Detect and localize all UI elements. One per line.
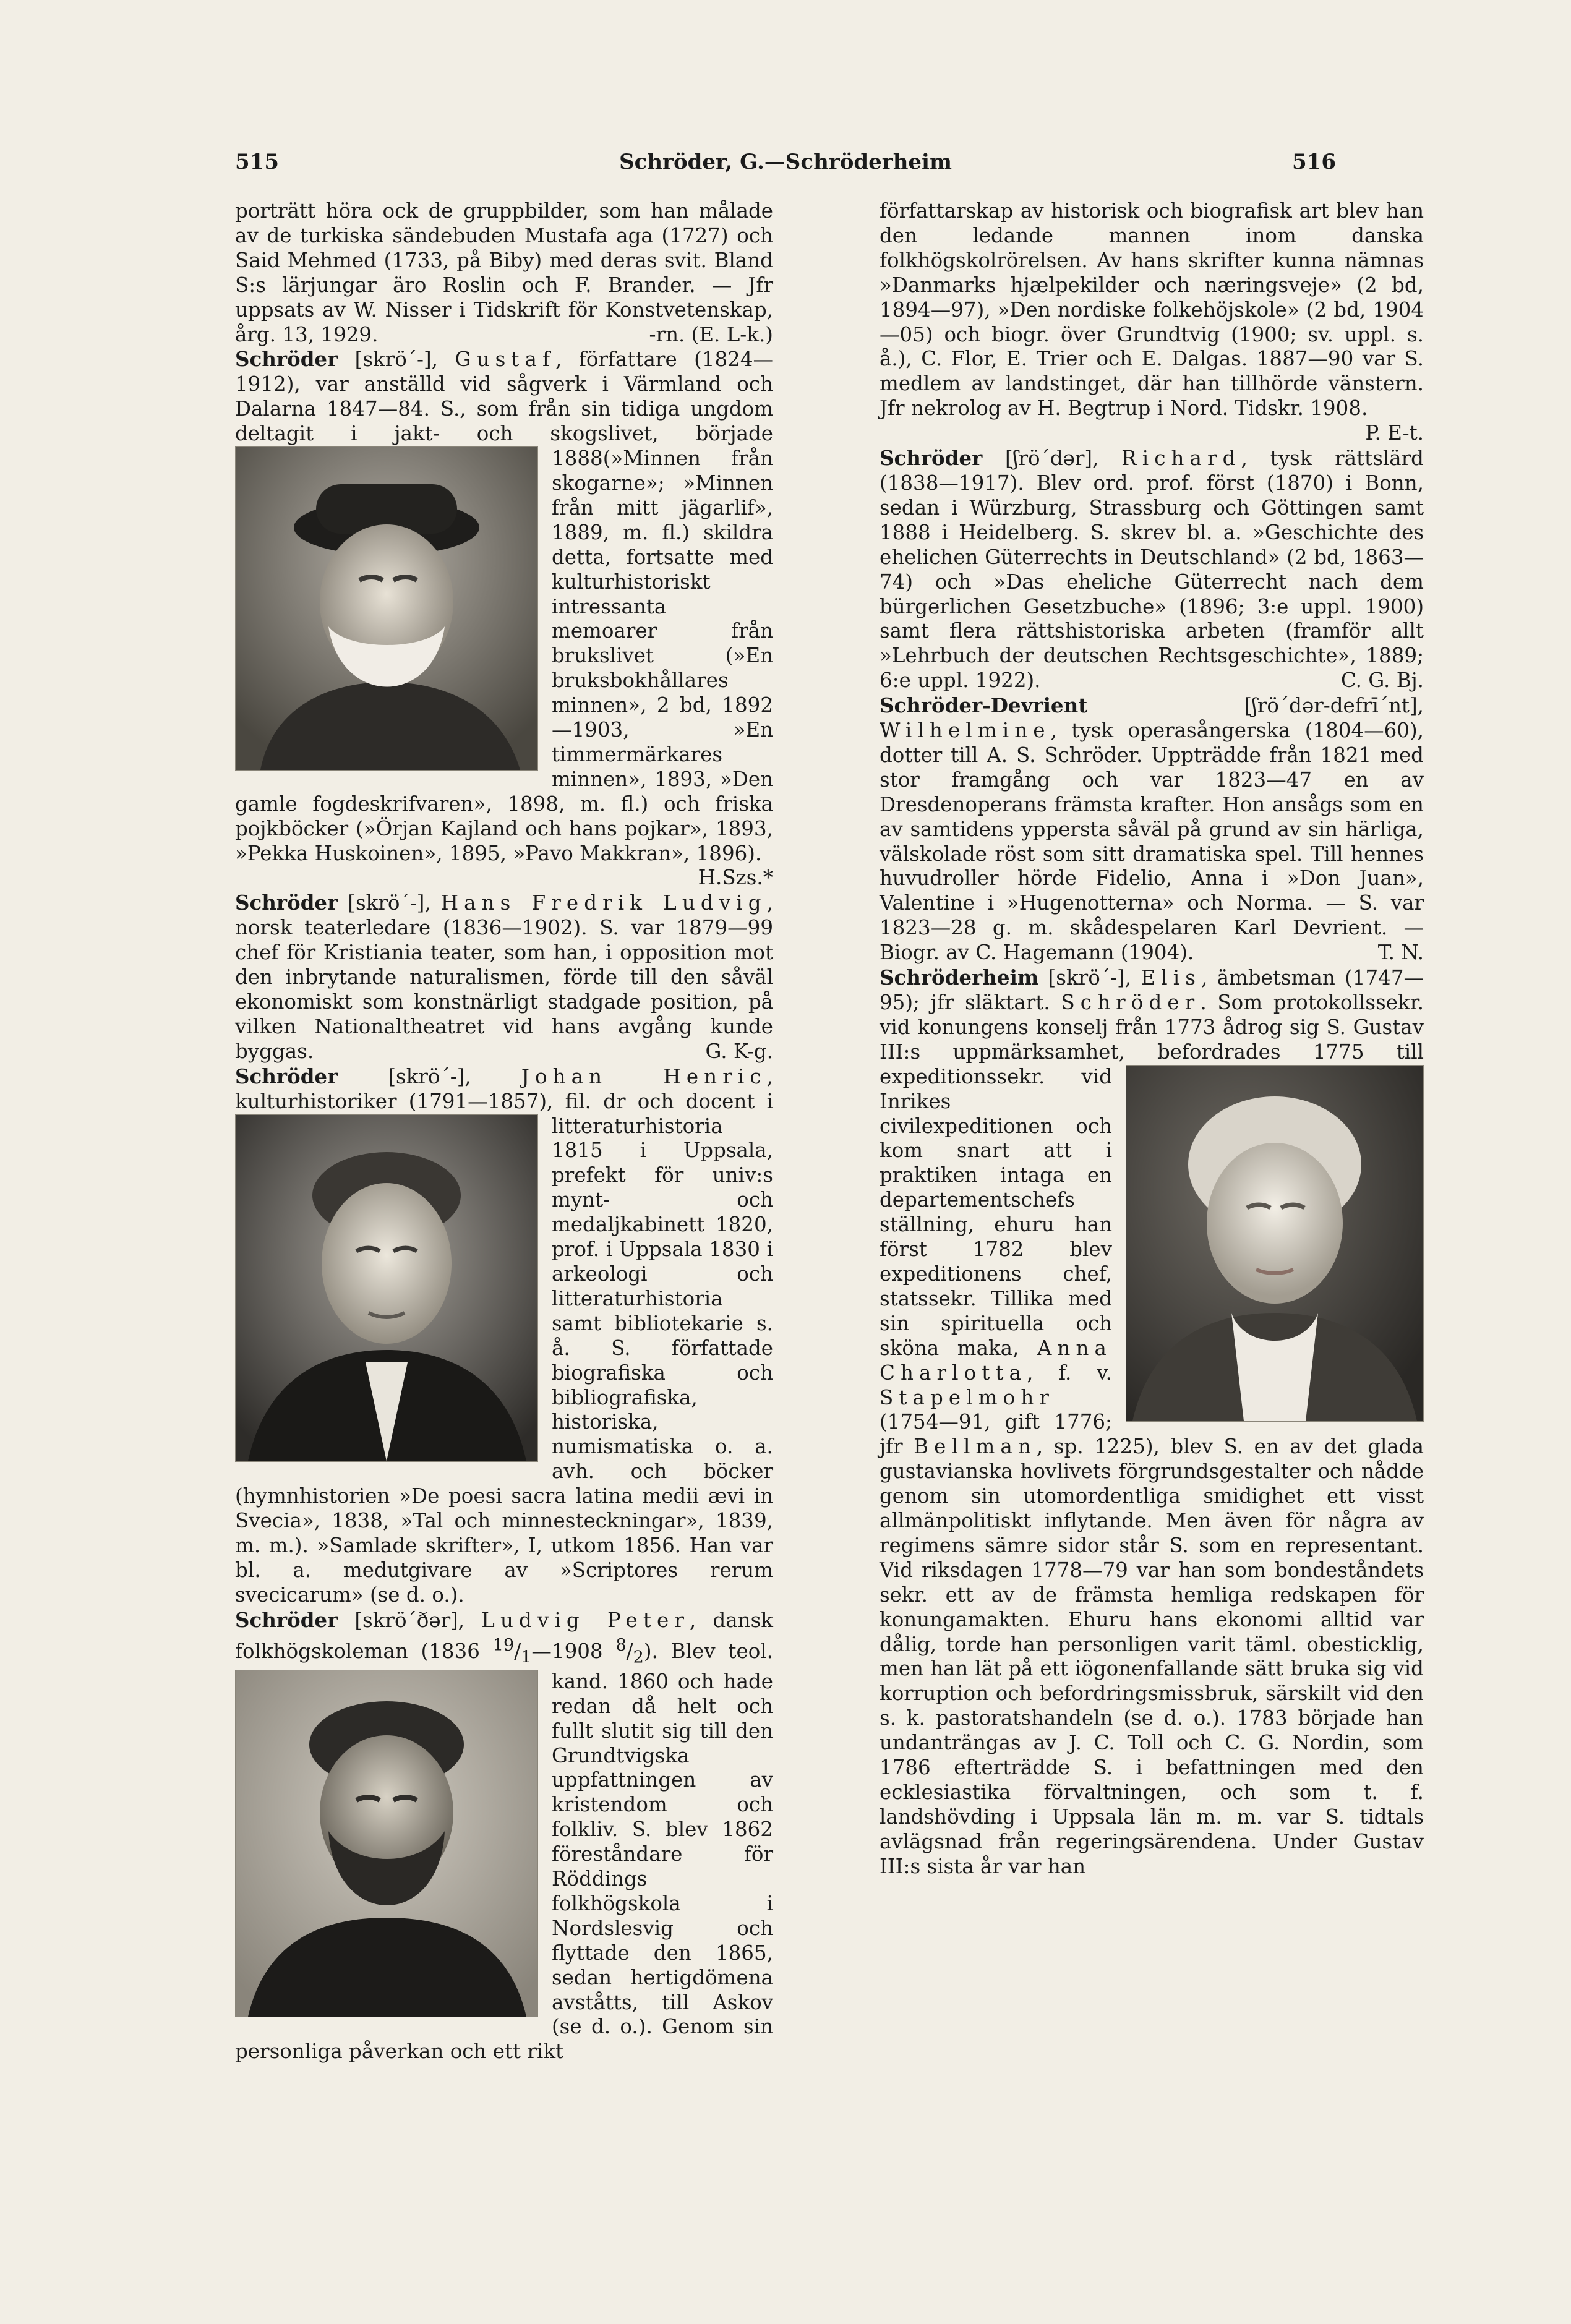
entry-headword: Schröder [235, 891, 338, 915]
entry-text: , norsk teaterledare (1836—1902). S. var 1879—99 chef för Kristiania teater, som han, i opposition mot den inbrytande naturalismen, förde till den såväl ekonomiskt som konstnärligt stadgade position, på vilken Nationaltheatret vid hans avgång kunde byggas. [235, 891, 774, 1063]
page-number-right: 516 [1292, 150, 1336, 174]
entry-headword: Schröder-Devrient [880, 693, 1088, 718]
running-title: Schröder, G.—Schröderheim [619, 150, 952, 174]
paragraph-continuation: porträtt höra ock de gruppbilder, som han målade av de turkiska sändebuden Mustafa aga (1727) och Said Mehmed (1733, på Biby) med deras svit. Bland S:s lärjungar äro Roslin och F. Brander. — Jfr uppsats av W. Nisser i Tidskrift för Konstvetenskap, årg. 13, 1929. -rn. (E. L-k.) [235, 199, 773, 346]
portrait-johan [235, 1114, 538, 1462]
entry-headword: Schröder [235, 1064, 338, 1088]
entry-hans-schroder: Schröder [skrö´-], Hans Fredrik Ludvig, norsk teaterledare (1836—1902). S. var 1879—99 chef för Kristiania teater, som han, i opposition mot den inbrytande naturalismen, förde till den såväl ekonomiskt som konstnärligt stadgade position, på vilken Nationaltheatret vid hans avgång kunde byggas. G. K-g. [235, 891, 774, 1063]
entry-name: Hans Fredrik Ludvig [440, 891, 767, 915]
entry-johan-schroder: Schröder [skrö´-], Johan Henric, kulturhistoriker (1791—1857), fil. dr och docent i litteraturhistoria 1815 i Uppsala, prefekt för univ:s mynt- och medaljkabinett 1820, prof. i Uppsala 1830 i arkeologi och litteraturhistoria samt bibliotekarie s. å. S. författade biografiska och bibliografiska, historiska, numismatiska o. a. avh. och böcker (hymnhistorien »De poesi sacra latina medii ævi in Svecia», 1838, »Tal och minnesteckningar», 1839, m. m.). »Samlade skrifter», I, utkom 1856. Han var bl. a. medutgivare av »Scriptores rerum svecicarum» (se d. o.). [235, 1064, 773, 1607]
signature: P. E-t. [1365, 421, 1424, 445]
entry-headword: Schröder [880, 446, 983, 471]
entry-headword: Schröder [235, 1607, 338, 1632]
entry-name: Ludvig Peter [481, 1608, 690, 1632]
right-column [880, 199, 1424, 1879]
entry-name: Gustaf [455, 348, 556, 372]
signature: T. N. [1377, 941, 1424, 965]
portrait-photo-icon [236, 447, 537, 770]
entry-gustaf-schroder: Schröder [skrö´-], Gustaf, författare (1824—1912), var anställd vid sågverk i Värmland och Dalarna 1847—84. S., som från sin tidiga ungdom deltagit i jakt- och skogslivet, började 1888(»Minnen från skogarne»; »Minnen från mitt jägarlif», 1889, m. fl.) skildra detta, fortsatte med kulturhistoriskt intressanta memoarer från brukslivet (»En bruksbokhållares minnen», 2 bd, 1892—1903, »En timmermärkares minnen», 1893, »Den gamle fogdeskrifvaren», 1898, m. fl.) och friska pojkböcker (»Örjan Kajland och hans pojkar», 1893, »Pekka Huskoinen», 1895, »Pavo Makkran», 1896). H.Szs.* [235, 347, 774, 890]
portrait-photo-icon [236, 1670, 537, 2017]
portrait-engraving-icon [236, 1115, 537, 1461]
page-header [235, 150, 1336, 187]
page-number-left: 515 [235, 150, 279, 174]
entry-name: Elis [1141, 966, 1201, 990]
entry-richard-schroder: Schröder [ʃrö´dər], Richard, tysk rättslärd (1838—1917). Blev ord. prof. först (1870) i Bonn, sedan i Würzburg, Strassburg och Göttingen samt 1888 i Heidelberg. S. skrev bl. a. »Geschichte des ehelichen Güterrechts in Deutschland» (2 bd, 1863—74) och »Das eheliche Güterrecht nach dem bürgerlichen Gesetzbuche» (1896; 3:e uppl. 1900) samt flera rättshistoriska arbeten (framför allt »Lehrbuch der deutschen Rechtsgeschichte», 1889; 6:e uppl. 1922). C. G. Bj. [880, 446, 1424, 693]
left-column [235, 199, 773, 2064]
paragraph-continuation: författarskap av historisk och biografisk art blev han den ledande mannen inom danska folkhögskolrörelsen. Av hans skrifter kunna nämnas »Danmarks hjælpekilder och næringsveje» (2 bd, 1894—97), »Den nordiske folkehöjskole» (2 bd, 1904—05) och biogr. över Grundtvig (1900; sv. uppl. s. å.), C. Flor, E. Trier och E. Dalgas. 1887—90 var S. medlem av landstinget, där han tillhörde vänstern. Jfr nekrolog av H. Begtrup i Nord. Tidskr. 1908. P. E-t. [880, 199, 1424, 445]
entry-name: Johan Henric [521, 1064, 767, 1088]
signature: G. K-g. [705, 1039, 773, 1063]
entry-ludvig-schroder: Schröder [skrö´ðər], Ludvig Peter, dansk folkhögskoleman (1836 $^{19}/_1—1908$ $^8/_2$). Blev teol. kand. 1860 och hade redan då helt och fullt slutit sig till den Grundtvigska uppfattningen av kristendom och folkliv. S. blev 1862 föreståndare för Röddings folkhögskola i Nordslesvig och flyttade den 1865, sedan hertigdömena avståtts, till Askov (se d. o.). Genom sin personliga påverkan och ett rikt [235, 1607, 773, 2064]
entry-headword: Schröderheim [880, 965, 1039, 990]
portrait-elis [1126, 1065, 1424, 1422]
entry-schroderheim: Schröderheim [skrö´-], Elis, ämbetsman (1747—95); jfr släktart. Schröder. Som protokollssekr. vid konungens konselj från 1773 ådrog sig S. Gustav III:s uppmärksamhet, befordrades 1775 till expeditionssekr. vid Inrikes civilexpeditionen och kom snart att i praktiken intaga en departementschefs ställning, ehuru han först 1782 blev expeditionens chef, statssekr. Tillika med sin spirituella och sköna maka, Anna Charlotta, f. v. Stapelmohr (1754—91, gift 1776; jfr Bellman, sp. 1225), blev S. en av det glada gustavianska hovlivets förgrundsgestalter och nådde genom sin utomordentliga smidighet ett visst allmänpolitiskt inflytande. Men även för några av regimens sämre sidor står S. som en representant. Vid riksdagen 1778—79 var han som bondeståndets sekr. ett av de främsta hemliga redskapen för konungamakten. Ehuru hans ekonomi alltid var dålig, torde han personligen varit täml. obesticklig, men han lät på ett iögonenfallande sätt bruka sig vid korruption och befordringsmissbruk, särskilt vid den s. k. pastoratshandeln (se d. o.). 1783 började han undanträngas av J. C. Toll och C. G. Nordin, som 1786 efterträdde S. i befattningen med den ecklesiastika förvaltningen, och som t. f. landshövding i Uppsala län m. m. var S. tidtals avlägsnad från regeringsärendena. Under Gustav III:s sista år var han [880, 965, 1424, 1878]
entry-schroder-devrient: Schröder-Devrient [ʃrö´dər-defrī´nt], Wilhelmine, tysk operasångerska (1804—60), dotter till A. S. Schröder. Uppträdde från 1821 med stor framgång och var 1823—47 en av Dresdenoperans främsta krafter. Hon ansågs som en av samtidens yppersta såväl på grund av sin härliga, välskolade röst som sitt dramatiska spel. Till hennes huvudroller hörde Fidelio, Anna i »Don Juan», Valentine i »Hugenotterna» och Norma. — S. var 1823—28 g. m. skådespelaren Karl Devrient. — Biogr. av C. Hagemann (1904). T. N. [880, 693, 1424, 965]
signature: H.Szs.* [698, 866, 773, 890]
entry-name: Wilhelmine [880, 719, 1051, 743]
portrait-gustaf [235, 446, 538, 771]
portrait-painting-icon [1126, 1066, 1423, 1421]
signature: C. G. Bj. [1340, 669, 1424, 693]
entry-name: Richard [1121, 446, 1241, 471]
portrait-ludvig [235, 1670, 538, 2017]
entry-text: , tysk rättslärd (1838—1917). Blev ord. prof. först (1870) i Bonn, sedan i Würzburg, Strassburg och Göttingen samt 1888 i Heidelberg. S. skrev bl. a. »Geschichte des ehelichen Güterrechts in Deutschland» (2 bd, 1863—74) och »Das eheliche Güterrecht nach dem bürgerlichen Gesetzbuche» (1896; 3:e uppl. 1900) samt flera rättshistoriska arbeten (framför allt »Lehrbuch der deutschen Rechtsgeschichte», 1889; 6:e uppl. 1922). [880, 446, 1424, 693]
entry-text: , tysk operasångerska (1804—60), dotter till A. S. Schröder. Uppträdde från 1821 med stor framgång och var 1823—47 en av Dresdenoperans främsta krafter. Hon ansågs som en av samtidens yppersta såväl på grund av sin härliga, välskolade röst som sitt dramatiska spel. Till hennes huvudroller hörde Fidelio, Anna i »Don Juan», Valentine i »Hugenotterna» och Norma. — S. var 1823—28 g. m. skådespelaren Karl Devrient. — Biogr. av C. Hagemann (1904). [880, 719, 1424, 965]
entry-text: , författare (1824—1912), var anställd vid sågverk i Värmland och Dalarna 1847—84. S., som från sin tidiga ungdom deltagit i jakt- och skogslivet, började [235, 348, 774, 446]
entry-headword: Schröder [235, 347, 338, 372]
signature: -rn. (E. L-k.) [649, 322, 773, 346]
